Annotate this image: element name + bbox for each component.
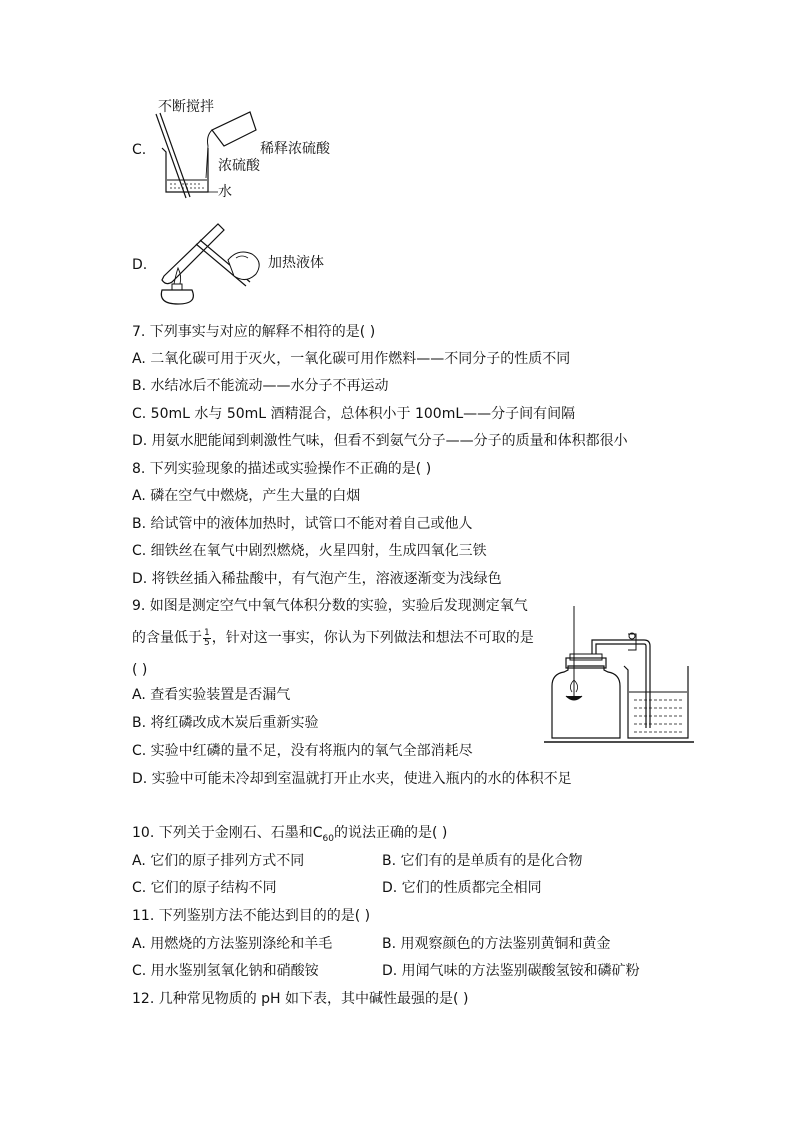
q9-stem-part-b: ，针对这一事实，你认为下列做法和想法不可取的是 <box>211 630 534 646</box>
q7-stem: 7. 下列事实与对应的解释不相符的是( ) <box>132 324 376 340</box>
q9-stem-part-a: 的含量低于 <box>132 630 202 646</box>
q11-stem: 11. 下列鉴别方法不能达到目的的是( ) <box>132 908 371 924</box>
q10-option-c: C. 它们的原子结构不同 <box>132 880 277 896</box>
q7-option-a: A. 二氧化碳可用于灭火，一氧化碳可用作燃料——不同分子的性质不同 <box>132 351 571 367</box>
q11-option-a: A. 用燃烧的方法鉴别涤纶和羊毛 <box>132 936 333 952</box>
q7-option-d: D. 用氨水肥能闻到刺激性气味，但看不到氨气分子——分子的质量和体积都很小 <box>132 433 628 449</box>
dilution-figure <box>150 108 260 200</box>
q11-option-b: B. 用观察颜色的方法鉴别黄铜和黄金 <box>382 936 611 952</box>
q9-stem-line1: 9. 如图是测定空气中氧气体积分数的实验，实验后发现测定氧气 <box>132 598 528 614</box>
q9-option-b: B. 将红磷改成木炭后重新实验 <box>132 715 319 731</box>
oxygen-measurement-apparatus <box>544 600 694 748</box>
q9-option-c: C. 实验中红磷的量不足，没有将瓶内的氧气全部消耗尽 <box>132 743 473 759</box>
q9-option-d: D. 实验中可能未冷却到室温就打开止水夹，使进入瓶内的水的体积不足 <box>132 771 572 787</box>
stir-label: 不断搅拌 <box>158 99 214 115</box>
q10-stem: 10. 下列关于金刚石、石墨和$C_{60}$的说法正确的是( ) <box>132 825 448 844</box>
q9-option-a: A. 查看实验装置是否漏气 <box>132 687 291 703</box>
q10-option-a: A. 它们的原子排列方式不同 <box>132 853 305 869</box>
q9-stem-line3: ( ) <box>132 662 148 678</box>
q9-stem-line2 <box>132 628 534 648</box>
dilute-acid-caption: 稀释浓硫酸 <box>260 141 330 157</box>
q12-stem: 12. 几种常见物质的 pH 如下表，其中碱性最强的是( ) <box>132 991 469 1007</box>
heating-figure <box>148 214 268 306</box>
q8-option-b: B. 给试管中的液体加热时，试管口不能对着自己或他人 <box>132 516 473 532</box>
heat-liquid-caption: 加热液体 <box>268 255 324 271</box>
q10-option-b: B. 它们有的是单质有的是化合物 <box>382 853 583 869</box>
water-label: 水 <box>218 184 232 200</box>
one-fifth-fraction: $\frac{1}{5}$ <box>204 627 210 648</box>
q11-option-d: D. 用闻气味的方法鉴别碳酸氢铵和磷矿粉 <box>382 963 640 979</box>
q8-stem: 8. 下列实验现象的描述或实验操作不正确的是( ) <box>132 461 432 477</box>
q11-option-c: C. 用水鉴别氢氧化钠和硝酸铵 <box>132 963 319 979</box>
q10-option-d: D. 它们的性质都完全相同 <box>382 880 542 896</box>
acid-label: 浓硫酸 <box>218 158 260 174</box>
q7-option-c: C. 50mL 水与 50mL 酒精混合，总体积小于 100mL——分子间有间隔 <box>132 406 576 422</box>
q8-option-a: A. 磷在空气中燃烧，产生大量的白烟 <box>132 488 361 504</box>
q7-option-b: B. 水结冰后不能流动——水分子不再运动 <box>132 378 389 394</box>
q8-option-c: C. 细铁丝在氧气中剧烈燃烧，火星四射，生成四氧化三铁 <box>132 543 487 559</box>
q8-option-d: D. 将铁丝插入稀盐酸中，有气泡产生，溶液逐渐变为浅绿色 <box>132 571 502 587</box>
option-d-letter: D. <box>132 257 148 273</box>
option-c-letter: C. <box>132 142 147 158</box>
